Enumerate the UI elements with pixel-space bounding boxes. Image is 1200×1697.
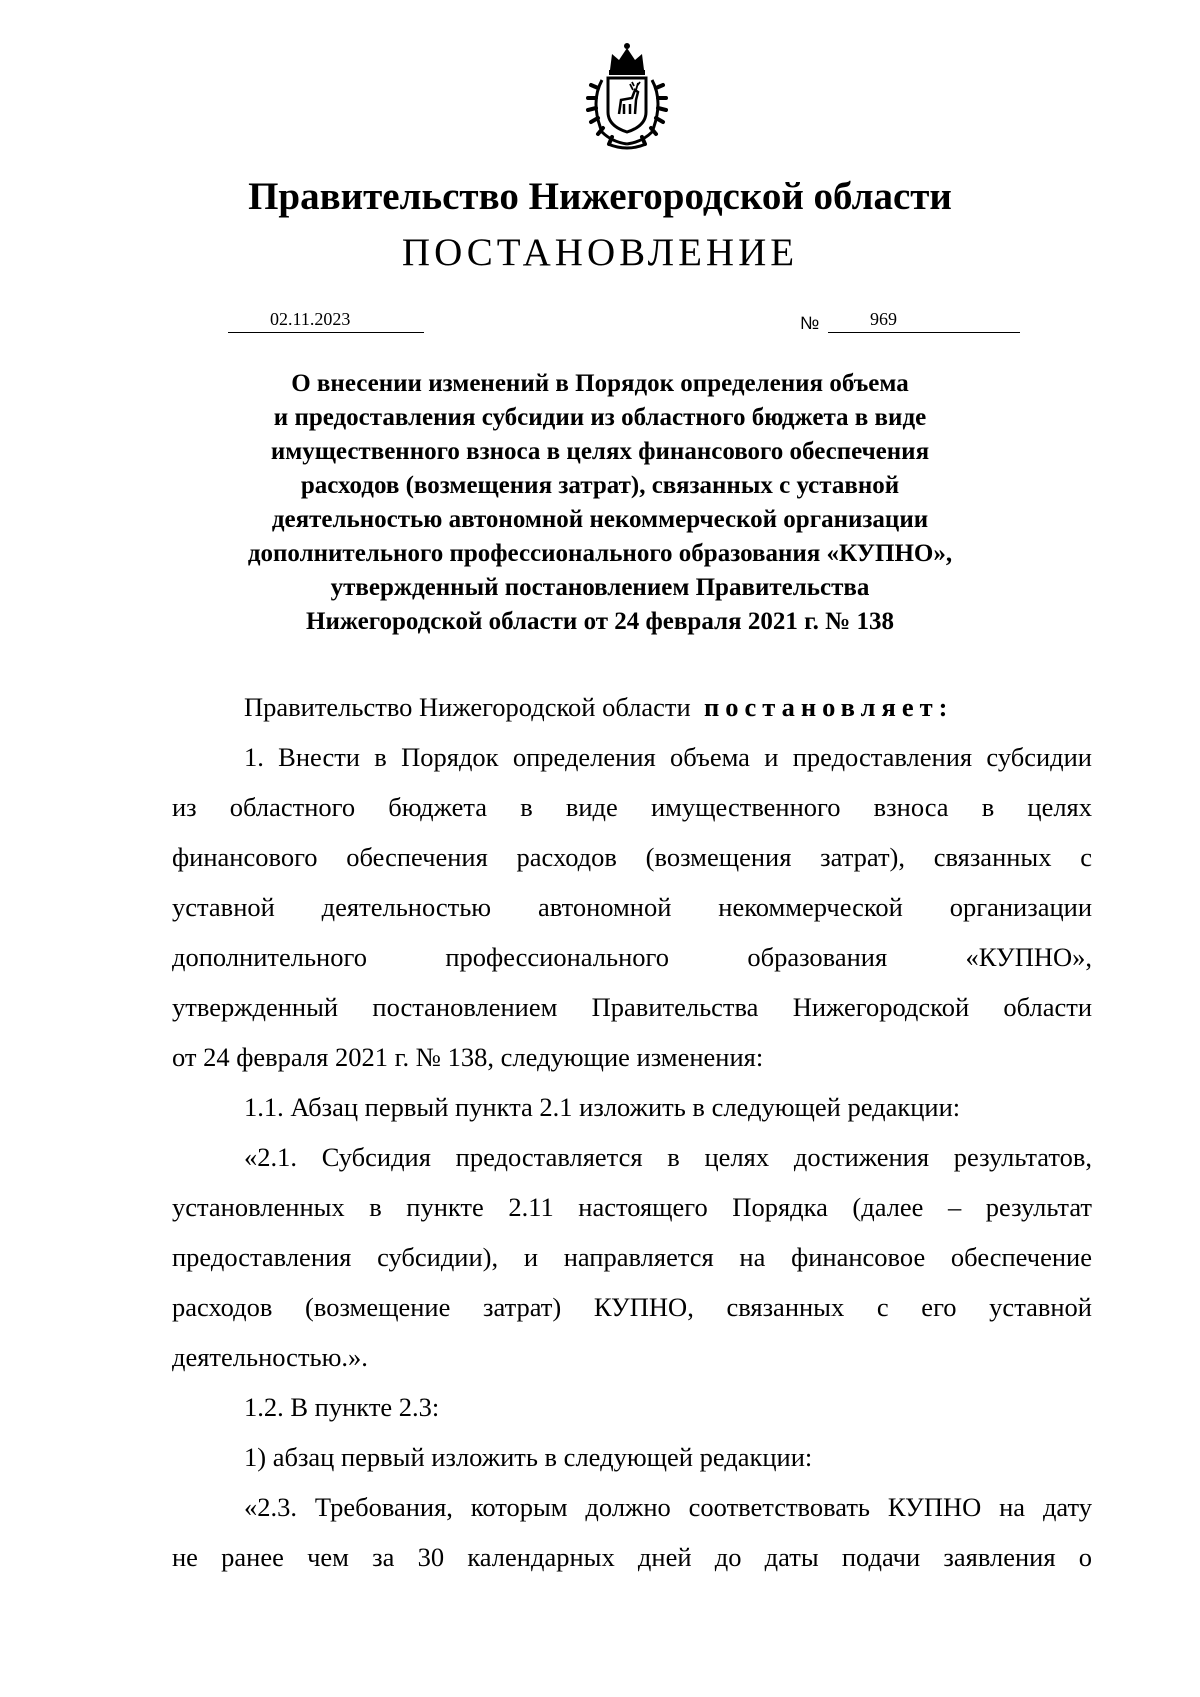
paragraph-line: 1. Внести в Порядок определения объема и предоставления субсидии [244,742,1092,772]
paragraph-line: 1.2. В пункте 2.3: [244,1392,440,1422]
title-line: расходов (возмещения затрат), связанных с уставной [300,472,900,499]
paragraph-line: утвержденный постановлением Правительства Нижегородской области [172,992,1092,1022]
title-line: деятельностью автономной некоммерческой организации [271,506,929,533]
document-date-field [228,306,424,333]
document-number-label: № [800,313,820,333]
paragraph-line: дополнительного профессионального образования «КУПНО», [172,942,1092,972]
title-line: имущественного взноса в целях финансового обеспечения [270,438,930,465]
title-line: Нижегородской области от 24 февраля 2021 г. № 138 [306,608,894,635]
paragraph-line: уставной деятельностью автономной некоммерческой организации [172,892,1092,922]
title-line: и предоставления субсидии из областного бюджета в виде [273,404,927,431]
title-line: утвержденный постановлением Правительства [330,574,870,601]
paragraph-line: деятельностью.». [172,1342,368,1372]
preamble [172,682,1092,732]
resolution-body [172,682,1092,1582]
paragraph-line: «2.3. Требования, которым должно соответствовать КУПНО на дату [244,1492,1092,1522]
document-number-field [828,306,1020,333]
paragraph-line: 1.1. Абзац первый пункта 2.1 изложить в следующей редакции: [244,1092,961,1122]
preamble-text: Правительство Нижегородской области [244,692,691,722]
paragraph-line: предоставления субсидии), и направляется на финансовое обеспечение [172,1242,1092,1272]
government-name: Правительство Нижегородской области [248,175,952,218]
paragraph-line: из областного бюджета в виде имущественного взноса в целях [172,792,1092,822]
paragraph-line: 1) абзац первый изложить в следующей редакции: [244,1442,813,1472]
paragraph-line: от 24 февраля 2021 г. № 138, следующие изменения: [172,1042,764,1072]
coat-of-arms-icon [572,40,682,152]
title-line: дополнительного профессионального образования «КУПНО», [247,540,953,567]
paragraph-line: не ранее чем за 30 календарных дней до даты подачи заявления о [172,1542,1092,1572]
document-date: 02.11.2023 [270,309,351,329]
paragraph-line: «2.1. Субсидия предоставляется в целях достижения результатов, [244,1142,1092,1172]
title-line: О внесении изменений в Порядок определения объема [291,370,909,397]
preamble-action: постановляет: [703,692,954,722]
document-type: ПОСТАНОВЛЕНИЕ [401,231,799,274]
paragraph-line: расходов (возмещение затрат) КУПНО, связанных с его уставной [172,1292,1092,1322]
document-number: 969 [870,309,897,329]
paragraph-line: установленных в пункте 2.11 настоящего Порядка (далее – результат [172,1192,1092,1222]
paragraph-line: финансового обеспечения расходов (возмещения затрат), связанных с [172,842,1092,872]
resolution-title [0,367,1200,639]
